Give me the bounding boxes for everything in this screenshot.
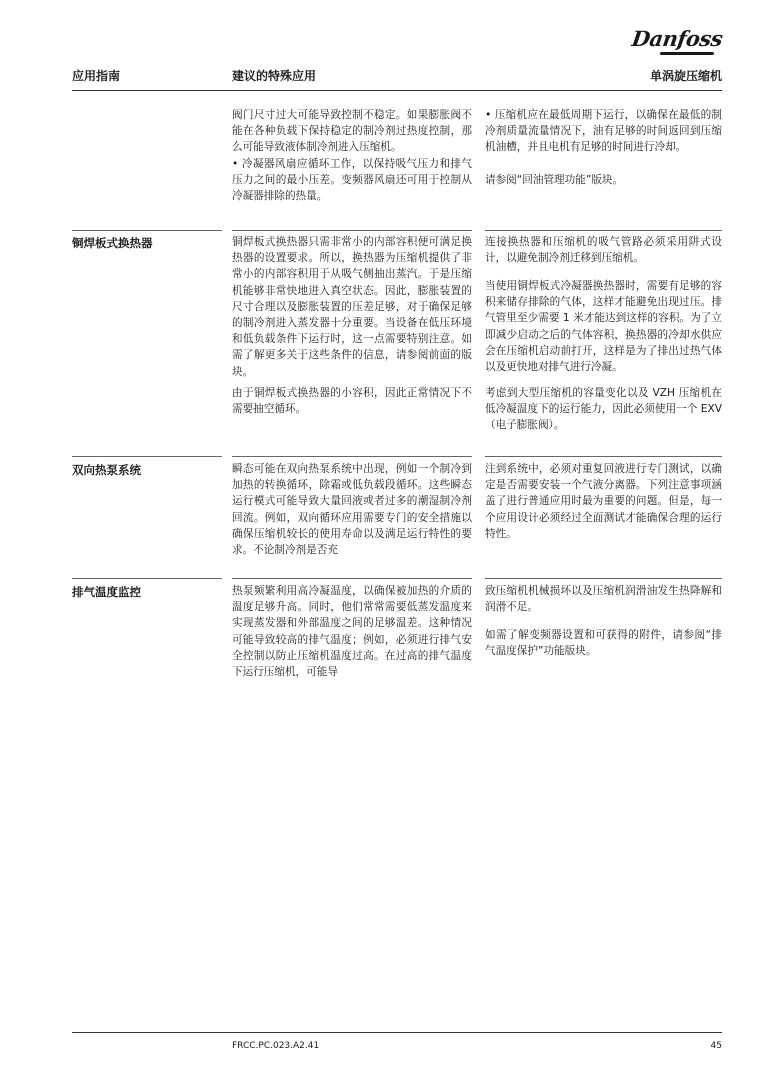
brazed-plate-col2-p1: 连接换热器和压缩机的吸气管路必须采用阱式设计，以避免制冷剂迁移到压缩机。 — [485, 236, 722, 265]
footer-divider — [72, 1032, 722, 1033]
section-rule — [485, 456, 722, 457]
intro-col1: 阀门尺寸过大可能导致控制不稳定。如果膨胀阀不能在各种负载下保持稳定的制冷剂过热度控制，那么可能导致液体制冷剂进入压缩机。 • 冷凝器风扇应循环工作，以保持吸气压力和排气压力之间的最小压差。变频器风扇还可用于控制从冷凝器排除的热量。 — [232, 109, 472, 203]
header-category: 应用指南 — [72, 69, 121, 83]
page-number: 45 — [710, 1041, 722, 1051]
section-rule — [232, 456, 472, 457]
discharge-temp-col2-p2: 如需了解变频器设置和可获得的附件，请参阅“排气温度保护”功能版块。 — [485, 629, 722, 658]
discharge-temp-col1-p1: 热泵频繁利用高冷凝温度，以确保被加热的介质的温度足够升高。同时，他们常常需要低蒸发温度来实现蒸发器和外部温度之间的足够温差。这种情况可能导致较高的排气温度；例如，必须进行排气安全控制以防止压缩机温度过高。在过高的排气温度下运行压缩机，可能导 — [232, 585, 472, 679]
brazed-plate-col2-p2: 当使用铜焊板式冷凝器换热器时，需要有足够的容积来储存排除的气体，这样才能避免出现过压。排气管里至少需要 1 米才能达到这样的容积。为了立即减少启动之后的气体容积，换热器的冷却水供应会在压缩机启动前打开，这样是为了排出过热气体以及更快地对排气进行冷凝。 — [485, 280, 722, 374]
section-title-brazed-plate: 铜焊板式换热器 — [72, 236, 153, 250]
document-code: FRCC.PC.023.A2.41 — [232, 1041, 320, 1051]
section-rule — [72, 456, 222, 457]
section-title-discharge-temp: 排气温度监控 — [72, 585, 141, 599]
intro-col2-p2: 请参阅“回油管理功能”版块。 — [485, 174, 624, 186]
section-rule — [72, 230, 222, 231]
header-divider — [72, 90, 722, 91]
section-rule — [72, 578, 222, 579]
section-rule — [232, 578, 472, 579]
discharge-temp-col2-p1: 致压缩机机械损坏以及压缩机润滑油发生热降解和润滑不足。 — [485, 585, 722, 614]
heat-pump-col1-p1: 瞬态可能在双向热泵系统中出现，例如一个制冷到加热的转换循环，除霜或低负载段循环。这些瞬态运行模式可能导致大量回液或者过多的潮湿制冷剂回流。例如，双向循环应用需要专门的安全措施以确保压缩机较长的使用寿命以及满足运行特性的要求。不论制冷剂是否充 — [232, 463, 472, 557]
brazed-plate-col1-p1: 铜焊板式换热器只需非常小的内部容积便可满足换热器的设置要求。所以，换热器为压缩机提供了非常小的内部容积用于从吸气侧抽出蒸汽。于是压缩机能够非常快地进入真空状态。因此，膨胀装置的尺寸合理以及膨胀装置的压差足够，对于确保足够的制冷剂进入蒸发器十分重要。当设备在低压环境和低负载条件下运行时，这一点需要特别注意。如需了解更多关于这些条件的信息，请参阅前面的版块。 — [232, 236, 472, 378]
section-rule — [485, 230, 722, 231]
brazed-plate-col1-p2: 由于铜焊板式换热器的小容积，因此正常情况下不需要抽空循环。 — [232, 387, 472, 416]
section-rule — [485, 578, 722, 579]
logo-swoosh — [660, 52, 714, 55]
section-rule — [232, 230, 472, 231]
intro-col2-p1: • 压缩机应在最低周期下运行，以确保在最低的制冷剂质量流量情况下，油有足够的时间返回到压缩机油槽，并且电机有足够的时间进行冷却。 — [485, 109, 722, 154]
section-title-reversible-heat-pump: 双向热泵系统 — [72, 463, 141, 477]
page-header — [72, 67, 722, 87]
header-product: 单涡旋压缩机 — [649, 69, 722, 83]
logo-text: Danfoss — [629, 26, 724, 51]
brazed-plate-col2-p3: 考虑到大型压缩机的容量变化以及 VZH 压缩机在低冷凝温度下的运行能力，因此必须使用一个 EXV（电子膨胀阀）。 — [485, 387, 722, 432]
header-section: 建议的特殊应用 — [232, 69, 317, 83]
heat-pump-col2-p1: 注到系统中，必须对重复回液进行专门测试，以确定是否需要安装一个气液分离器。下列注意事项涵盖了进行普通应用时最为重要的问题。但是，每一个应用设计必须经过全面测试才能确保合理的运行特性。 — [485, 463, 722, 540]
